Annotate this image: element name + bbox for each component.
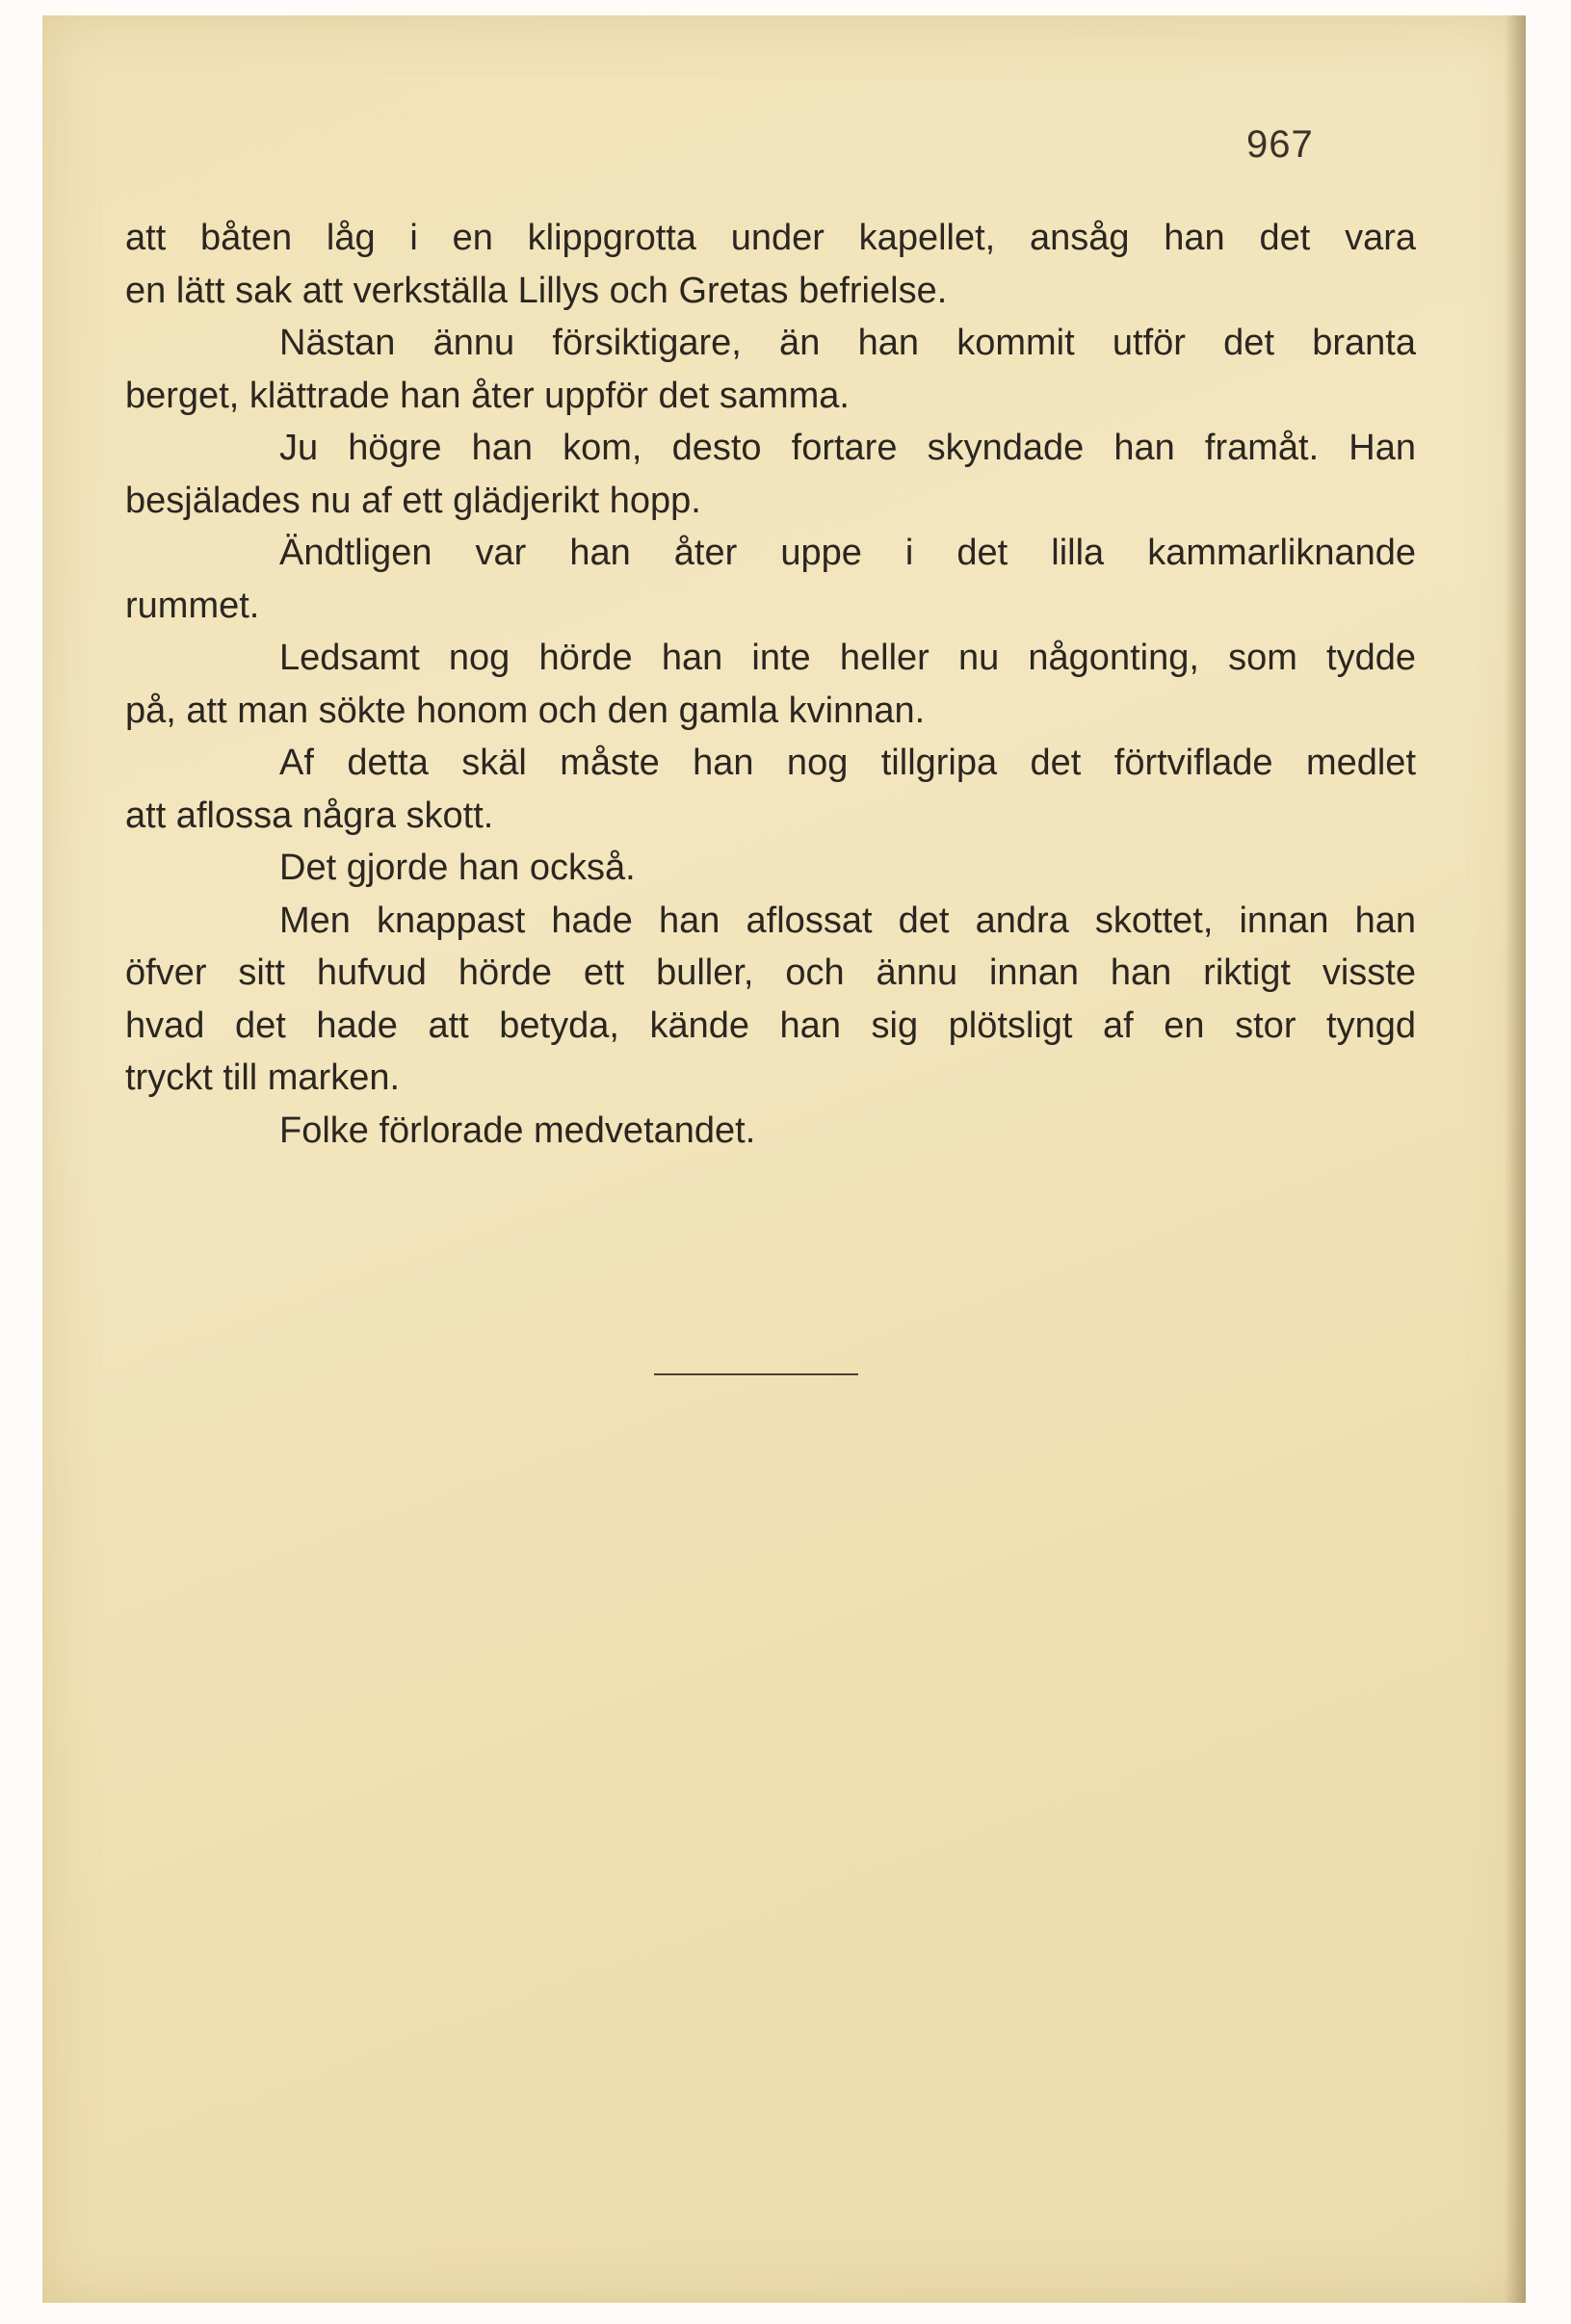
- text-line: Ju högre han kom, desto fortare skyndade han framåt. Han: [279, 428, 1416, 468]
- text-line: Det gjorde han också.: [279, 848, 636, 888]
- section-end-rule: [654, 1373, 858, 1375]
- text-line: hvad det hade att betyda, kände han sig plötsligt af en stor tyngd: [125, 1005, 1416, 1046]
- page-number: 967: [1246, 123, 1314, 166]
- body-text: [125, 212, 1416, 1157]
- text-line: Nästan ännu försiktigare, än han kommit utför det branta: [279, 323, 1416, 363]
- text-line: rummet.: [125, 585, 260, 626]
- book-page: [42, 15, 1526, 2303]
- text-line: berget, klättrade han åter uppför det samma.: [125, 375, 850, 416]
- text-line: Ändtligen var han åter uppe i det lilla kammarliknande: [279, 533, 1416, 573]
- text-line: att aflossa några skott.: [125, 795, 494, 836]
- text-line: Ledsamt nog hörde han inte heller nu någonting, som tydde: [279, 638, 1416, 678]
- text-line: Folke förlorade medvetandet.: [279, 1110, 756, 1151]
- text-line: Af detta skäl måste han nog tillgripa det förtviflade medlet: [279, 743, 1416, 783]
- text-line: tryckt till marken.: [125, 1058, 401, 1098]
- text-line: Men knappast hade han aflossat det andra skottet, innan han: [279, 900, 1416, 941]
- text-line: en lätt sak att verkställa Lillys och Gretas befrielse.: [125, 270, 948, 311]
- text-line: på, att man sökte honom och den gamla kvinnan.: [125, 690, 926, 731]
- text-line: att båten låg i en klippgrotta under kapellet, ansåg han det vara: [125, 218, 1416, 258]
- text-line: öfver sitt hufvud hörde ett buller, och ännu innan han riktigt visste: [125, 953, 1416, 993]
- page-edge-shadow: [1505, 15, 1526, 2303]
- text-line: besjälades nu af ett glädjerikt hopp.: [125, 480, 701, 521]
